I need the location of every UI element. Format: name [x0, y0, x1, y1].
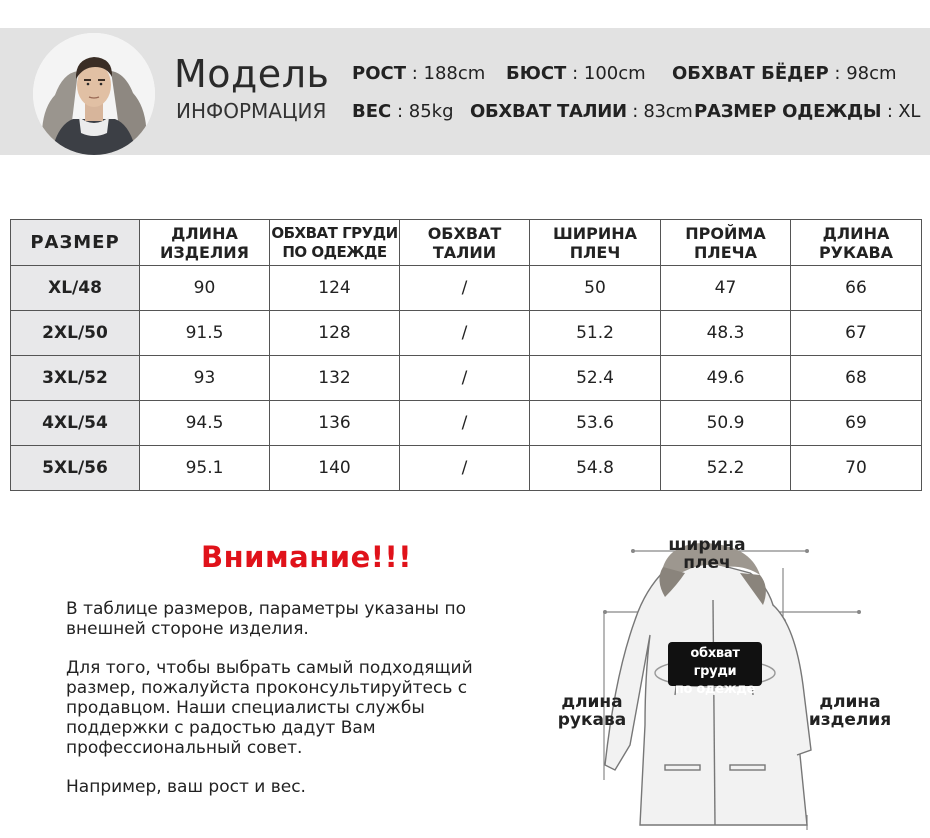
table-row	[11, 401, 922, 446]
spec-value: 98cm	[846, 63, 897, 84]
column-header-size: РАЗМЕР	[11, 220, 140, 266]
table-cell: 53.6	[530, 401, 661, 446]
spec-value: 83cm	[643, 101, 693, 122]
table-cell: 140	[270, 446, 400, 491]
table-cell: 90	[140, 266, 270, 311]
column-header-length: ДЛИНА ИЗДЕЛИЯ	[140, 220, 270, 266]
spec-value: XL	[898, 101, 921, 122]
label-line: длина	[819, 692, 881, 712]
spec-hips	[672, 63, 897, 84]
table-cell: /	[400, 356, 530, 401]
spec-waist	[470, 101, 693, 122]
table-cell: 50	[530, 266, 661, 311]
model-avatar	[33, 33, 155, 155]
table-cell: 4XL/54	[11, 401, 140, 446]
table-row	[11, 311, 922, 356]
column-header-armhole: ПРОЙМА ПЛЕЧА	[661, 220, 791, 266]
spec-label: ОБХВАТ БЁДЕР	[672, 63, 829, 84]
column-header-shoulder-width: ШИРИНА ПЛЕЧ	[530, 220, 661, 266]
table-cell: 70	[791, 446, 922, 491]
notice-line: Например, ваш рост и вес.	[66, 777, 306, 797]
table-cell: 136	[270, 401, 400, 446]
notice-line: профессиональный совет.	[66, 738, 303, 758]
label-line: ширина	[668, 535, 746, 555]
model-subtitle: ИНФОРМАЦИЯ	[176, 99, 327, 123]
label-line: изделия	[808, 710, 892, 730]
spec-separator: :	[572, 63, 579, 84]
table-cell: 95.1	[140, 446, 270, 491]
spec-label: ОБХВАТ ТАЛИИ	[470, 101, 627, 122]
table-cell: 5XL/56	[11, 446, 140, 491]
table-cell: 50.9	[661, 401, 791, 446]
table-cell: /	[400, 266, 530, 311]
label-line: обхват груди	[690, 646, 740, 679]
spec-value: 100cm	[583, 63, 646, 84]
label-line: рукава	[557, 710, 627, 730]
notice-line: Для того, чтобы выбрать самый подходящий	[66, 658, 473, 678]
spec-height	[352, 63, 485, 84]
table-cell: 3XL/52	[11, 356, 140, 401]
attention-heading: Внимание!!!	[201, 540, 412, 574]
spec-label: ВЕС	[352, 101, 392, 122]
column-header-waist: ОБХВАТ ТАЛИИ	[400, 220, 530, 266]
notice-paragraph	[66, 599, 516, 639]
model-title: Модель	[174, 52, 330, 96]
table-row	[11, 446, 922, 491]
spec-bust	[506, 63, 646, 84]
spec-value: 85kg	[408, 101, 454, 122]
table-cell: 66	[791, 266, 922, 311]
table-cell: 52.4	[530, 356, 661, 401]
label-line: длина	[561, 692, 623, 712]
table-cell: 132	[270, 356, 400, 401]
notice-paragraph	[66, 658, 516, 758]
spec-label: РОСТ	[352, 63, 406, 84]
notice-line: размер, пожалуйста проконсультируйтесь с	[66, 678, 468, 698]
spec-clothing-size	[694, 101, 920, 122]
table-cell: 54.8	[530, 446, 661, 491]
table-cell: 52.2	[661, 446, 791, 491]
spec-value: 188cm	[423, 63, 486, 84]
table-cell: 124	[270, 266, 400, 311]
spec-label: БЮСТ	[506, 63, 567, 84]
notice-line: поддержки с радостью дадут Вам	[66, 718, 376, 738]
table-cell: 91.5	[140, 311, 270, 356]
notice-paragraph	[66, 777, 516, 797]
table-cell: /	[400, 446, 530, 491]
table-row	[11, 356, 922, 401]
table-row	[11, 266, 922, 311]
label-shoulder-width	[667, 536, 747, 572]
table-cell: 49.6	[661, 356, 791, 401]
table-cell: 67	[791, 311, 922, 356]
label-chest-badge	[668, 642, 762, 697]
table-cell: 93	[140, 356, 270, 401]
spec-separator: :	[632, 101, 638, 122]
spec-weight	[352, 101, 454, 122]
table-cell: 51.2	[530, 311, 661, 356]
notice-line: В таблице размеров, параметры указаны по	[66, 599, 466, 619]
label-item-length	[808, 693, 892, 729]
spec-label: РАЗМЕР ОДЕЖДЫ	[694, 101, 882, 122]
label-sleeve-length	[556, 693, 628, 729]
table-cell: /	[400, 311, 530, 356]
notice-line: продавцом. Наши специалисты службы	[66, 698, 425, 718]
table-cell: /	[400, 401, 530, 446]
column-header-chest: ОБХВАТ ГРУДИ ПО ОДЕЖДЕ	[270, 220, 400, 266]
table-cell: 69	[791, 401, 922, 446]
table-header-row	[11, 220, 922, 266]
size-chart-table	[10, 219, 922, 491]
table-cell: 94.5	[140, 401, 270, 446]
table-cell: 47	[661, 266, 791, 311]
table-cell: 2XL/50	[11, 311, 140, 356]
column-header-sleeve-length: ДЛИНА РУКАВА	[791, 220, 922, 266]
label-line: по одежде	[674, 682, 756, 697]
table-cell: 68	[791, 356, 922, 401]
table-cell: XL/48	[11, 266, 140, 311]
spec-separator: :	[834, 63, 841, 84]
spec-separator: :	[886, 101, 893, 122]
label-line: плеч	[683, 553, 731, 573]
spec-separator: :	[396, 101, 404, 122]
spec-separator: :	[411, 63, 418, 84]
notice-line: внешней стороне изделия.	[66, 619, 309, 639]
table-cell: 128	[270, 311, 400, 356]
table-cell: 48.3	[661, 311, 791, 356]
